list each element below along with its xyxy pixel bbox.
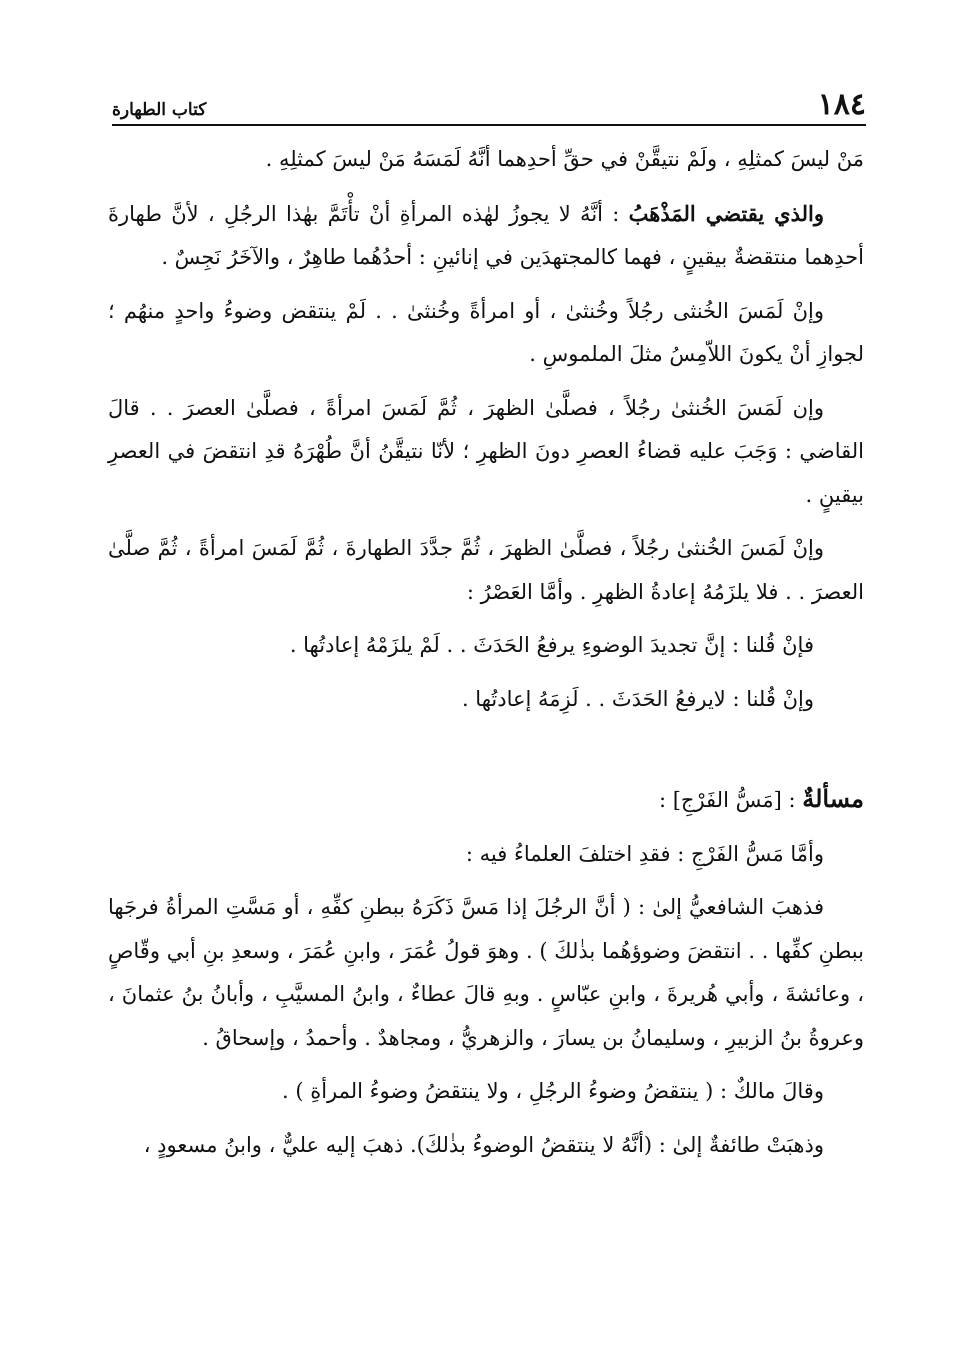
paragraph-2: والذي يقتضي المَذْهَبُ : أنَّهُ لا يجوزُ لهٰذه المرأةِ أنْ تأْتَمَّ بهٰذا الرجُلِ ، لأنَّ طهارةَ أحدِهما منتقضةٌ بيقينٍ ، فهما كالمجتهدَين في إنائينِ : أحدُهُما طاهِرٌ ، والآخَرُ نَجِسٌ . <box>108 200 864 269</box>
masala-paragraph-1: وأمَّا مَسُّ الفَرْجِ : فقدِ اختلفَ العلماءُ فيه : <box>465 841 824 866</box>
masala-subtitle: : [مَسُّ الفَرْجِ] : <box>658 788 803 812</box>
masala-paragraph-2: فذهبَ الشافعيُّ إلىٰ : ( أنَّ الرجُلَ إذا مَسَّ ذَكَرَهُ ببطنِ كفِّهِ ، أو مَسَّتِ المرأةُ فرجَها ببطنِ كفِّها . . انتقضَ وضوؤهُما بذٰلكَ ) . وهوَ قولُ عُمَرَ ، وابنِ عُمَرَ ، وسعدِ بنِ أبي وقّاصٍ ، وعائشةَ ، وأبي هُريرةَ ، وابنِ عبّاسٍ . وبهِ قالَ عطاءٌ ، وابنُ المسيَّبِ ، وأبانُ بنُ عثمانَ ، وعروةُ بنُ الزبيرِ ، وسليمانُ بن يسارَ ، والزهريُّ ، ومجاهدٌ . وأحمدُ ، وإسحاقُ . <box>108 895 864 1050</box>
masala-heading <box>108 777 864 823</box>
paragraph-5: وإنْ لَمَسَ الخُنثىٰ رجُلاً ، فصلَّىٰ الظهرَ ، ثُمَّ جدَّدَ الطهارةَ ، ثُمَّ لَمَسَ امرأةً ، ثُمَّ صلَّىٰ العصرَ . . فلا يلزَمُهُ إعادةُ الظهرِ . وأمَّا العَصْرُ : <box>108 536 864 604</box>
paragraph-1: مَنْ ليسَ كمثلِهِ ، ولَمْ نتيقَّنْ في حقِّ أحدِهما أنَّهُ لَمَسَهُ مَنْ ليسَ كمثلِهِ . <box>265 147 864 171</box>
page-body <box>108 138 864 1177</box>
section-spacer <box>108 731 864 777</box>
paragraph-4: وإن لَمَسَ الخُنثىٰ رجُلاً ، فصلَّىٰ الظهرَ ، ثُمَّ لَمَسَ امرأةً ، فصلَّىٰ العصرَ . . قالَ القاضي : وَجَبَ عليه قضاءُ العصرِ دونَ الظهرِ ؛ لأنّا نتيقَّنُ أنَّ طُهْرَهُ قدِ انتقضَ في العصرِ بيقينٍ . <box>108 395 864 507</box>
header-rule <box>112 124 866 126</box>
paragraph-3: وإنْ لَمَسَ الخُنثى رجُلاً وخُنثىٰ ، أو امرأةً وخُنثىٰ . . لَمْ ينتقض وضوءُ واحدٍ منهُم ؛ لجوازِ أنْ يكونَ اللاّمِسُ مثلَ الملموسِ . <box>108 298 864 366</box>
masala-paragraph-3: وقالَ مالكٌ : ( ينتقضُ وضوءُ الرجُلِ ، ولا ينتقضُ وضوءُ المرأةِ ) . <box>281 1079 824 1103</box>
masala-paragraph-4: وذهبَتْ طائفةٌ إلىٰ : (أنَّهُ لا ينتقضُ الوضوءُ بذٰلكَ). ذهبَ إليه عليٌّ ، وابنُ مسعودٍ ، <box>143 1132 824 1157</box>
running-head: كتاب الطهارة <box>112 100 207 120</box>
page-header <box>112 86 866 120</box>
paragraph-6: فإنْ قُلنا : إنَّ تجديدَ الوضوءِ يرفعُ الحَدَثَ . . لَمْ يلزَمْهُ إعادتُها . <box>289 633 814 657</box>
masala-title: مسألةٌ <box>802 784 864 813</box>
page-number: ١٨٤ <box>817 87 866 122</box>
paragraph-lead: والذي يقتضي المَذْهَبُ <box>628 200 824 226</box>
paragraph-7: وإنْ قُلنا : لايرفعُ الحَدَثَ . . لَزِمَهُ إعادتُها . <box>461 686 814 711</box>
